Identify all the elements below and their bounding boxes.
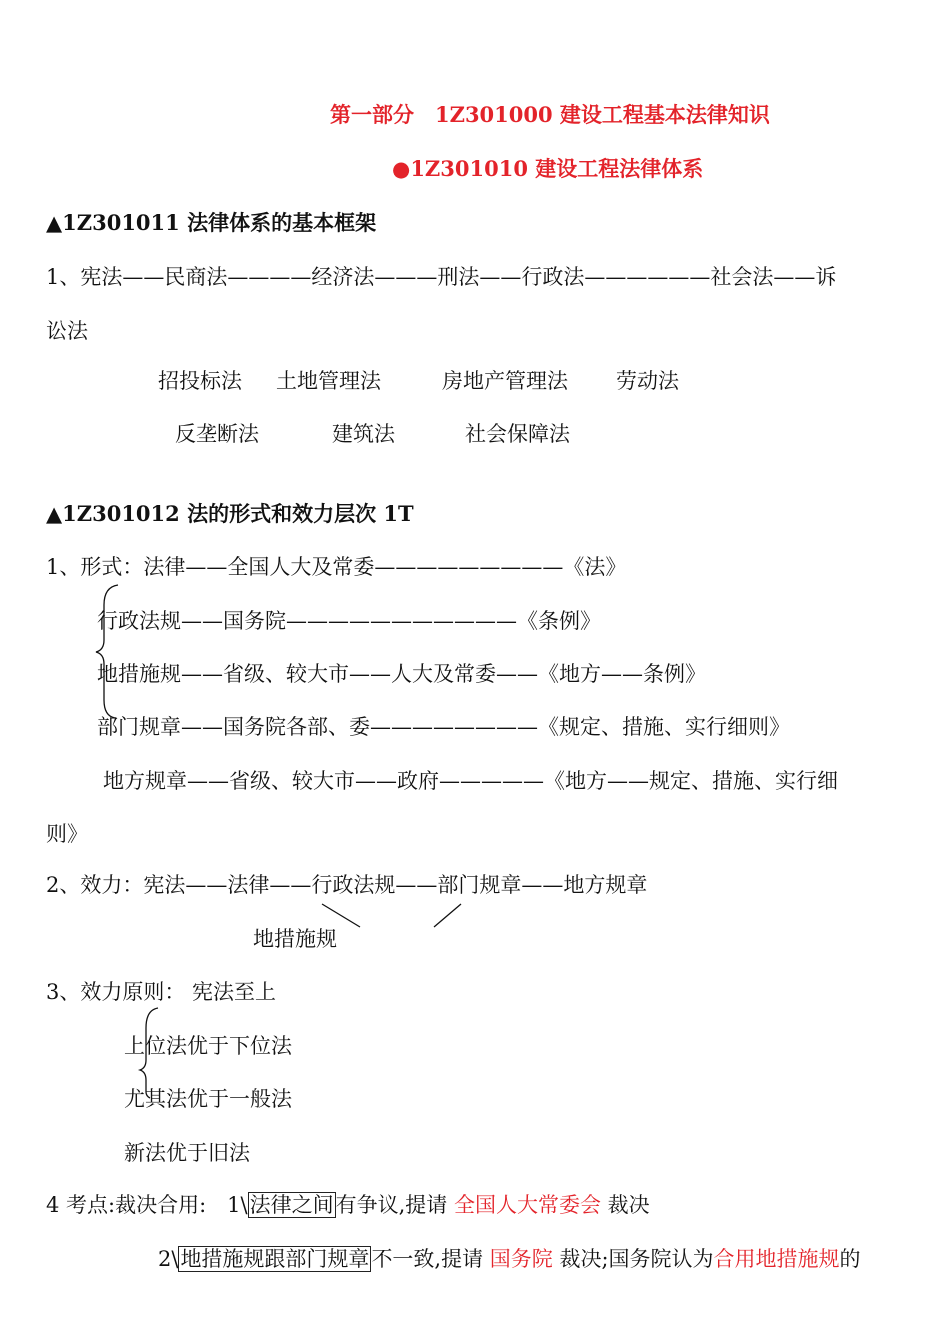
highlight-term: 国务院 bbox=[489, 1247, 553, 1271]
section-heading-framework: ▲1Z301011 法律体系的基本框架 bbox=[46, 210, 377, 235]
ruling-prefix: 2\ bbox=[158, 1247, 179, 1271]
part-title: 第一部分 1Z301000 建设工程基本法律知识 bbox=[330, 102, 770, 127]
chapter-subtitle: ●1Z301010 建设工程法律体系 bbox=[392, 156, 704, 181]
curly-brace-principles bbox=[140, 1008, 158, 1098]
section-heading-forms: ▲1Z301012 法的形式和效力层次 1T bbox=[46, 501, 414, 526]
effect-sub-label: 地措施规 bbox=[253, 927, 337, 951]
highlight-term: 合用地措施规 bbox=[713, 1247, 840, 1271]
sub-law-item: 反垄断法 bbox=[175, 422, 259, 446]
principle-item: 新法优于旧法 bbox=[124, 1141, 250, 1165]
local-rule-line: 地方规章——省级、较大市——政府—————《地方——规定、措施、实行细 bbox=[103, 769, 838, 793]
ruling-text: 有争议,提请 bbox=[335, 1193, 454, 1217]
diagonal-line-left bbox=[322, 904, 360, 927]
local-rule-line-cont: 则》 bbox=[46, 822, 88, 846]
ruling-text: 裁决;国务院认为 bbox=[552, 1247, 714, 1271]
law-system-line-cont: 讼法 bbox=[46, 319, 88, 343]
sub-law-item: 建筑法 bbox=[332, 422, 395, 446]
sub-law-item: 土地管理法 bbox=[276, 369, 381, 393]
effect-line: 2、效力：宪法——法律——行政法规——部门规章——地方规章 bbox=[46, 873, 648, 897]
form-line: 1、形式：法律——全国人大及常委—————————《法》 bbox=[46, 555, 627, 579]
highlight-term: 全国人大常委会 bbox=[453, 1193, 601, 1217]
sub-law-item: 房地产管理法 bbox=[442, 369, 568, 393]
law-system-line: 1、宪法——民商法————经济法———刑法——行政法——————社会法——诉 bbox=[46, 265, 837, 289]
form-item: 地措施规——省级、较大市——人大及常委——《地方——条例》 bbox=[97, 662, 706, 686]
principle-line: 3、效力原则： 宪法至上 bbox=[46, 980, 277, 1004]
sub-law-item: 社会保障法 bbox=[465, 422, 570, 446]
ruling-text: 裁决 bbox=[600, 1193, 650, 1217]
boxed-term: 地措施规跟部门规章 bbox=[180, 1247, 370, 1271]
form-item: 部门规章——国务院各部、委————————《规定、措施、实行细则》 bbox=[97, 715, 790, 739]
ruling-prefix: 4 考点:裁决合用: 1\ bbox=[46, 1193, 248, 1217]
sub-law-item: 招投标法 bbox=[158, 369, 242, 393]
principle-item: 尤其法优于一般法 bbox=[124, 1087, 292, 1111]
principle-item: 上位法优于下位法 bbox=[124, 1034, 292, 1058]
curly-brace-forms bbox=[96, 585, 118, 718]
ruling-text: 的 bbox=[839, 1247, 861, 1271]
boxed-term: 法律之间 bbox=[249, 1193, 334, 1217]
form-item: 行政法规——国务院———————————《条例》 bbox=[97, 609, 601, 633]
diagonal-line-right bbox=[434, 904, 461, 927]
ruling-text: 不一致,提请 bbox=[371, 1247, 490, 1271]
sub-law-item: 劳动法 bbox=[616, 369, 679, 393]
